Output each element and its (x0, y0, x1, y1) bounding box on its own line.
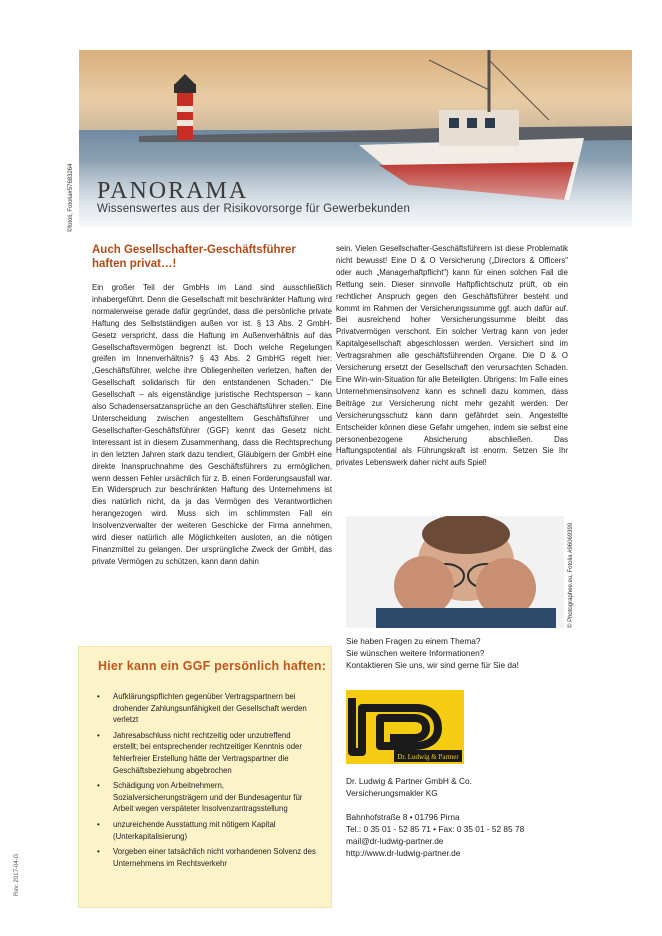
company-address (346, 776, 524, 859)
liability-box-title: Hier kann ein GGF persönlich haften: (98, 659, 327, 673)
article-photo-credit: © Photographee.eu, Fotolia #96069399 (568, 522, 574, 628)
list-item: • Aufklärungspflichten gegenüber Vertragspartnern bei drohender Zahlungsunfähigkeit der Gesellschaft werden verletzt (97, 692, 307, 725)
phone-fax: Tel.: 0 35 01 - 52 85 71 • Fax: 0 35 01 - 52 85 78 (346, 823, 525, 834)
article-left-column (92, 282, 332, 568)
bullet-icon: • (97, 781, 100, 791)
article-headline (92, 243, 332, 271)
liability-box (78, 646, 332, 908)
headline-line-1: Auch Gesellschafter-Geschäftsführer (92, 244, 296, 256)
contact-question-2: Sie wünschen weitere Informationen? (346, 647, 485, 658)
bullet-icon: • (97, 819, 100, 829)
contact-questions (346, 636, 519, 672)
contact-question-1: Sie haben Fragen zu einem Thema? (346, 636, 481, 646)
article-right-column (336, 243, 568, 469)
contact-question-3: Kontaktieren Sie uns, wir sind gerne für Sie da! (346, 659, 519, 670)
hero-photo-credit: ©fotoli, Fotolia#57683264 (68, 163, 74, 232)
page-title: PANORAMA (97, 178, 249, 204)
bullet-icon: • (97, 847, 100, 857)
article-left-text: Ein großer Teil der GmbHs im Land sind ausschließlich inhabergeführt. Denn die Gesellschaft mit beschränkter Haftung wird normalerweise gerade dafür gegründet, dass die persönliche private Haftung des Selbstständigen außen vor ist. § 13 Abs. 2 GmbH-Gesetz verspricht, dass die Haftung im Außenverhältnis auf das Gesellschaftsvermögen begrenzt ist. Doch welche Regelungen greifen im Innenverhältnis? § 43 Abs. 2 GmbHG regelt hier: „Geschäftsführer, welche ihre Obliegenheiten verletzen, haften der Gesellschaft solidarisch für den entstandenen Schaden." Die Gesellschaft – als eigenständige juristische Rechtsperson – kann also Schadensersatzansprüche an den Geschäftsführer stellen. Eine Unterscheidung zwischen angestelltem Geschäftsführer und Gesellschafter-Geschäftsführer (GGF) kennt das Gesetz nicht. Interessant ist in diesem Zusammenhang, dass die Rechtsprechung in den letzten Jahren stark dazu tendiert, Gläubigern der GmbH eine direkte Inanspruchnahme des Geschäftsführers zu ermöglichen, wenn dessen Fehler ursächlich für z. B. einen Forderungsausfall war. Ein Widerspruch zur beschränkten Haftung des Unternehmens ist dies natürlich nicht, da ja das Vermögen des Verantwortlichen herangezogen wird. Muss sich im schlimmsten Fall ein Insolvenzverwalter der weiteren Geschicke der Firma annehmen, wird dieser natürlich alle Möglichkeiten ausloten, an die nötigen Finanzmittel zu gelangen. Der ursprüngliche Zweck der GmbH, das private Vermögen zu schützen, kann dann dahin (92, 283, 332, 566)
page-subtitle: Wissenswertes aus der Risikovorsorge für Gewerbekunden (97, 203, 411, 215)
article-right-text: sein. Vielen Gesellschafter-Geschäftsführern ist diese Problematik nicht bewusst! Eine D & O Versicherung („Directors & Officers" oder auch „Managerhaftpflicht") kann für einen solchen Fall die Rettung sein. Dieser sinnvolle Haftpflichtschutz prüft, ob ein rechtlicher Anspruch gegen den Geschäftsführer besteht und kommt im Rahmen der Versicherungssumme ggf. auch dafür auf. Bei ausreichend hoher Versicherungssumme bleibt das Privatvermögen verschont. Ein solcher Vertrag kann von jeder Kapitalgesellschaft abgeschlossen werden. Versichert sind im Vertragsrahmen alle geschäftsführenden Organe. Die D & O Versicherung ersetzt der Gesellschaft den verursachten Schaden. Eine Win-win-Situation für alle Beteiligten. Übrigens: Im Falle eines Unternehmensinsolvenz kann es schnell dazu kommen, dass Beiträge zur Versicherung nicht mehr gezahlt werden. Der Versicherungsschutz kann dann gefährdet sein. Angestellte Entscheider können diese Gefahr umgehen, indem sie selbst eine personenbezogene Absicherung abschließen. Das Haftungspotential als Führungskraft ist enorm. Setzen Sie Ihr privates Lebenswerk daher nicht aufs Spiel! (336, 244, 568, 468)
stressed-man-photo (346, 516, 564, 628)
logo-text: Dr. Ludwig & Partner (397, 753, 459, 761)
bullet-icon: • (97, 730, 100, 740)
bullet-icon: • (97, 692, 100, 701)
revision-label: Rev. 2017-04-G (14, 853, 20, 896)
company-type: Versicherungsmakler KG (346, 787, 438, 798)
liability-list (95, 691, 317, 873)
email-link[interactable]: mail@dr-ludwig-partner.de (346, 835, 444, 846)
list-item: • unzureichende Ausstattung mit nötigem Kapital (Unterkapitalisierung) (97, 819, 276, 841)
company-name: Dr. Ludwig & Partner GmbH & Co. (346, 776, 472, 786)
list-item: • Jahresabschluss nicht rechtzeitig oder unzutreffend erstellt; bei entsprechender rechtzeitiger Kenntnis oder fehlerfreier Erstellung hätte der Vertragspartner die Geschäftsbeziehung abgebrochen (97, 730, 302, 775)
list-item: • Schädigung von Arbeitnehmern, Sozialversicherungsträgern und der Bundesagentur für Arbeit wegen verspäteter Insolvenzantragsstellung (97, 781, 303, 814)
website-link[interactable]: http://www.dr-ludwig-partner.de (346, 847, 461, 858)
list-item: • Vorgeben einer tatsächlich nicht vorhandenen Solvenz des Unternehmens im Rechtsverkehr (97, 847, 316, 868)
street-address: Bahnhofstraße 8 • 01796 Pirna (346, 811, 460, 822)
company-logo (346, 690, 464, 764)
headline-line-2: haften privat…! (92, 258, 177, 270)
